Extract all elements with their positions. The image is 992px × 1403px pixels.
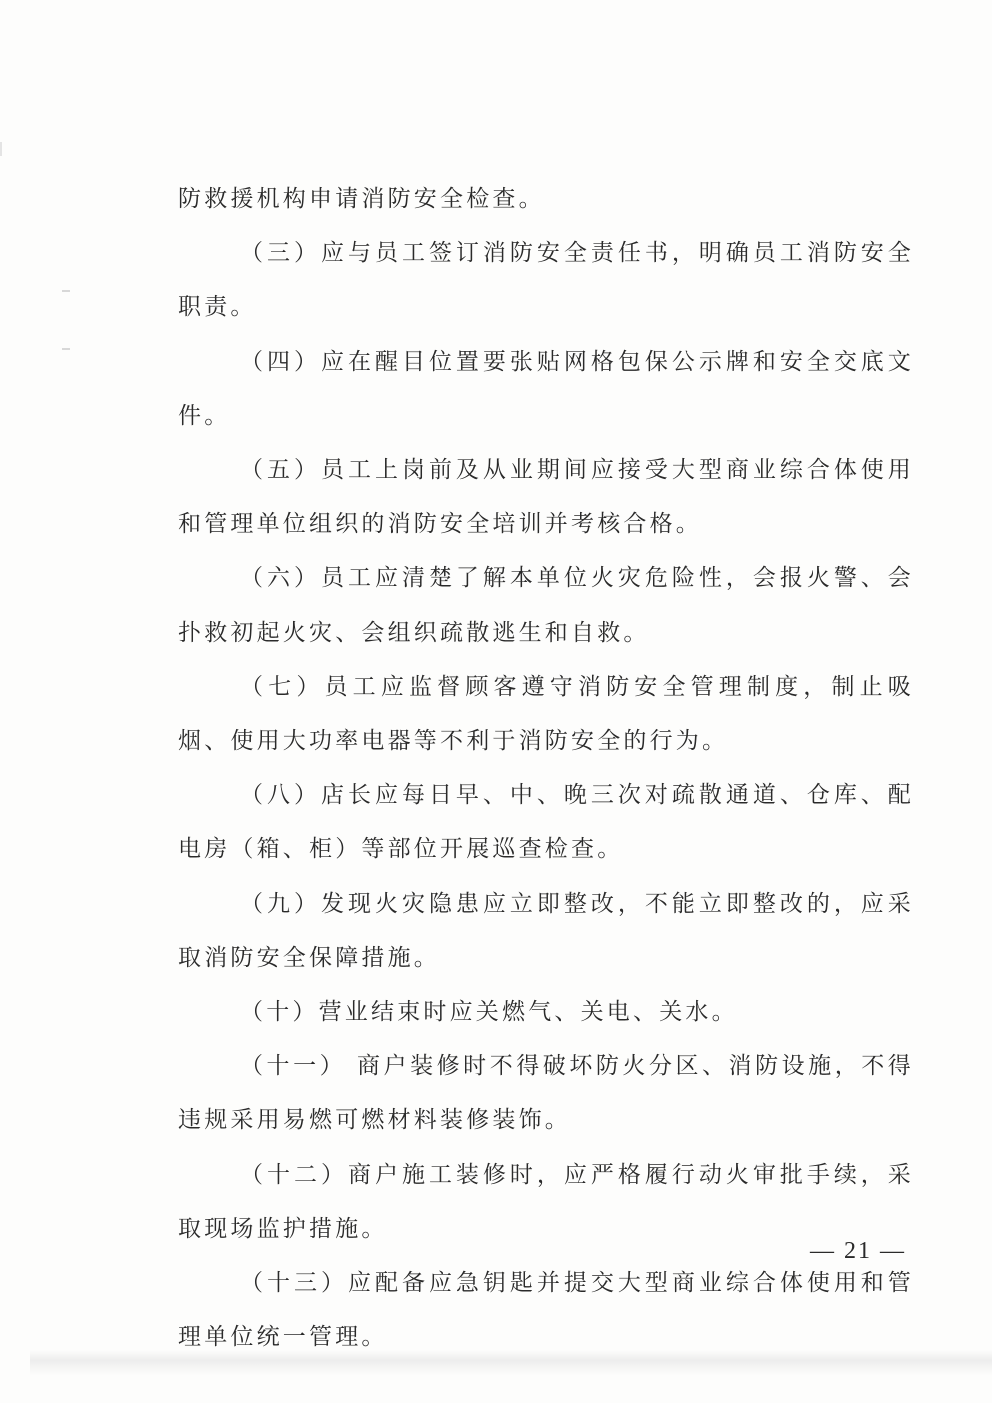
paragraph-item-3: （三）应与员工签订消防安全责任书，明确员工消防安全职责。 [178, 240, 914, 321]
page-number: — 21 — [810, 1238, 906, 1264]
scan-artifact [0, 142, 2, 156]
paragraph-item-4: （四）应在醒目位置要张贴网格包保公示牌和安全交底文件。 [178, 348, 914, 429]
paragraph-item-11: （十一） 商户装修时不得破坏防火分区、消防设施，不得违规采用易燃可燃材料装修装饰。 [178, 1053, 914, 1134]
paragraph-item-10: （十）营业结束时应关燃气、关电、关水。 [240, 999, 738, 1026]
scan-artifact [62, 290, 70, 292]
paragraph-item-7: （七）员工应监督顾客遵守消防安全管理制度，制止吸烟、使用大功率电器等不利于消防安全的行为。 [178, 673, 914, 755]
paragraph-item-12: （十二）商户施工装修时，应严格履行动火审批手续，采取现场监护措施。 [178, 1161, 914, 1242]
paragraph-item-9: （九）发现火灾隐患应立即整改，不能立即整改的，应采取消防安全保障措施。 [178, 890, 914, 971]
paragraph-item-5: （五）员工上岗前及从业期间应接受大型商业综合体使用和管理单位组织的消防安全培训并考核合格。 [178, 457, 914, 538]
paragraph-item-6: （六）员工应清楚了解本单位火灾危险性，会报火警、会扑救初起火灾、会组织疏散逃生和自救。 [178, 565, 914, 646]
scan-artifact-strip [30, 1350, 992, 1376]
body-text [178, 172, 914, 1364]
paragraph-item-8: （八）店长应每日早、中、晚三次对疏散通道、仓库、配电房（箱、柜）等部位开展巡查检查。 [178, 782, 914, 863]
paragraph-continuation: 防救援机构申请消防安全检查。 [178, 186, 545, 212]
scan-artifact [62, 348, 70, 350]
paragraph-item-13: （十三）应配备应急钥匙并提交大型商业综合体使用和管理单位统一管理。 [178, 1270, 914, 1351]
